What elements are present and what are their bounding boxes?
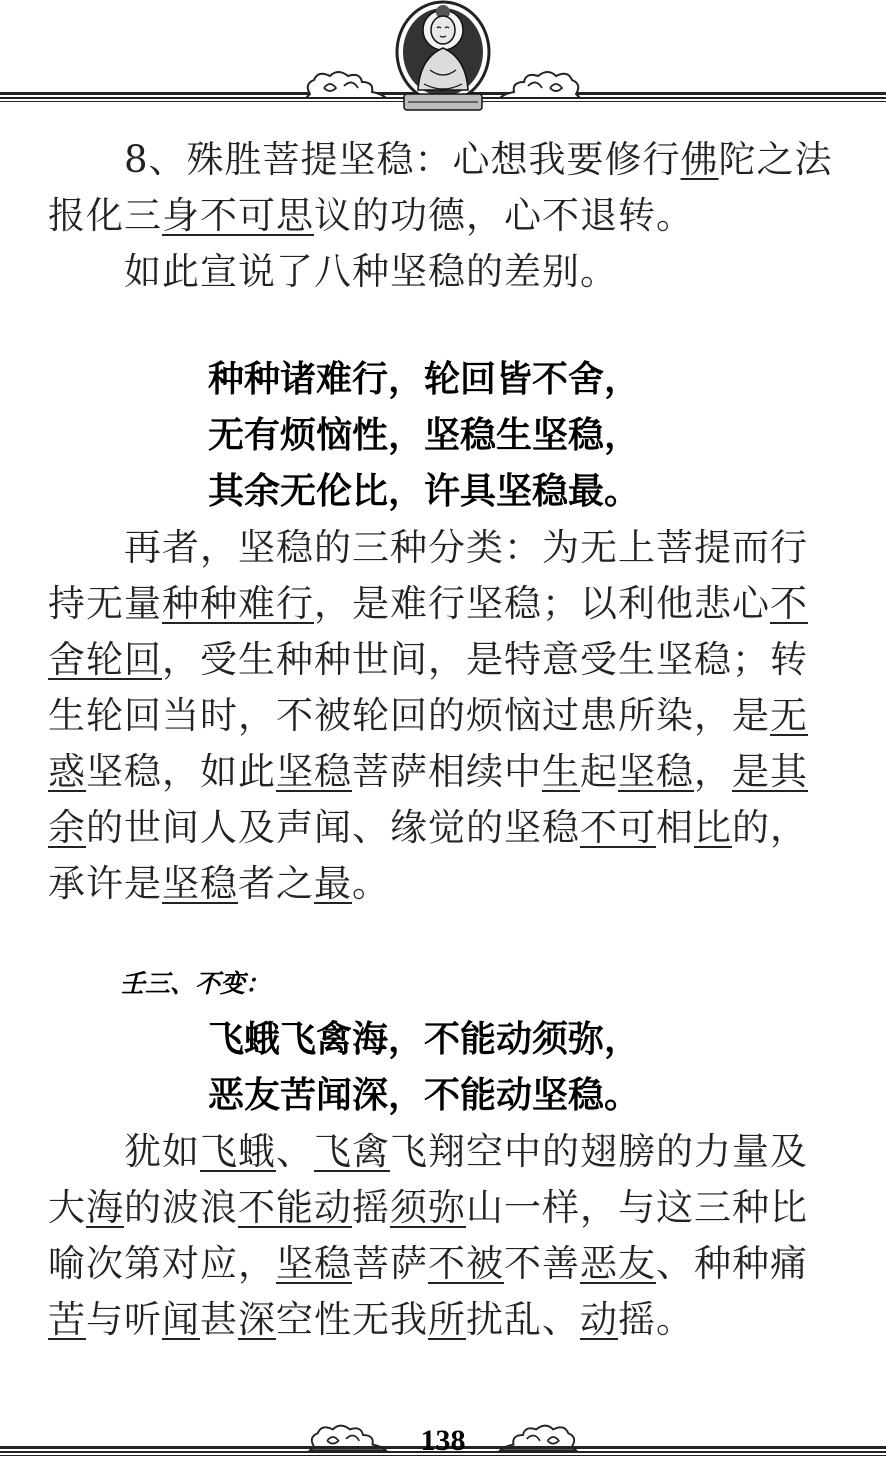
page-number: 138 [420, 1424, 466, 1457]
text-line: 大海的波浪不能动摇须弥山一样，与这三种比 [48, 1186, 808, 1229]
text-line: 苦与听闻甚深空性无我所扰乱、动摇。 [48, 1298, 694, 1341]
buddha-emblem-icon [394, 0, 492, 112]
text-line: 犹如飞蛾、飞禽飞翔空中的翅膀的力量及 [124, 1130, 808, 1173]
text-line: 再者，坚稳的三种分类：为无上菩提而行 [124, 526, 808, 569]
text-line: 持无量种种难行，是难行坚稳；以利他悲心不 [48, 582, 808, 625]
text-line: 舍轮回，受生种种世间，是特意受生坚稳；转 [48, 638, 808, 681]
section-heading: 壬三、不变： [120, 969, 271, 998]
verse-line: 恶友苦闻深，不能动坚稳。 [208, 1075, 641, 1116]
verse-line: 种种诸难行，轮回皆不舍， [208, 359, 641, 400]
text-line: 余的世间人及声闻、缘觉的坚稳不可相比的， [48, 806, 808, 849]
text-line: 生轮回当时，不被轮回的烦恼过患所染，是无 [48, 694, 808, 737]
text-line: 8、殊胜菩提坚稳：心想我要修行佛陀之法 [124, 138, 833, 181]
verse-line: 其余无伦比，许具坚稳最。 [208, 471, 641, 512]
cloud-ornament-icon [300, 66, 390, 102]
text-line: 报化三身不可思议的功德，心不退转。 [48, 194, 694, 237]
text-line: 惑坚稳，如此坚稳菩萨相续中生起坚稳，是其 [48, 750, 808, 793]
cloud-ornament-icon [496, 66, 586, 102]
text-line: 承许是坚稳者之最。 [48, 862, 390, 905]
verse-line: 无有烦恼性，坚稳生坚稳， [208, 415, 641, 456]
text-line: 如此宣说了八种坚稳的差别。 [124, 250, 618, 293]
text-line: 喻次第对应，坚稳菩萨不被不善恶友、种种痛 [48, 1242, 808, 1285]
verse-line: 飞蛾飞禽海，不能动须弥， [208, 1019, 641, 1060]
